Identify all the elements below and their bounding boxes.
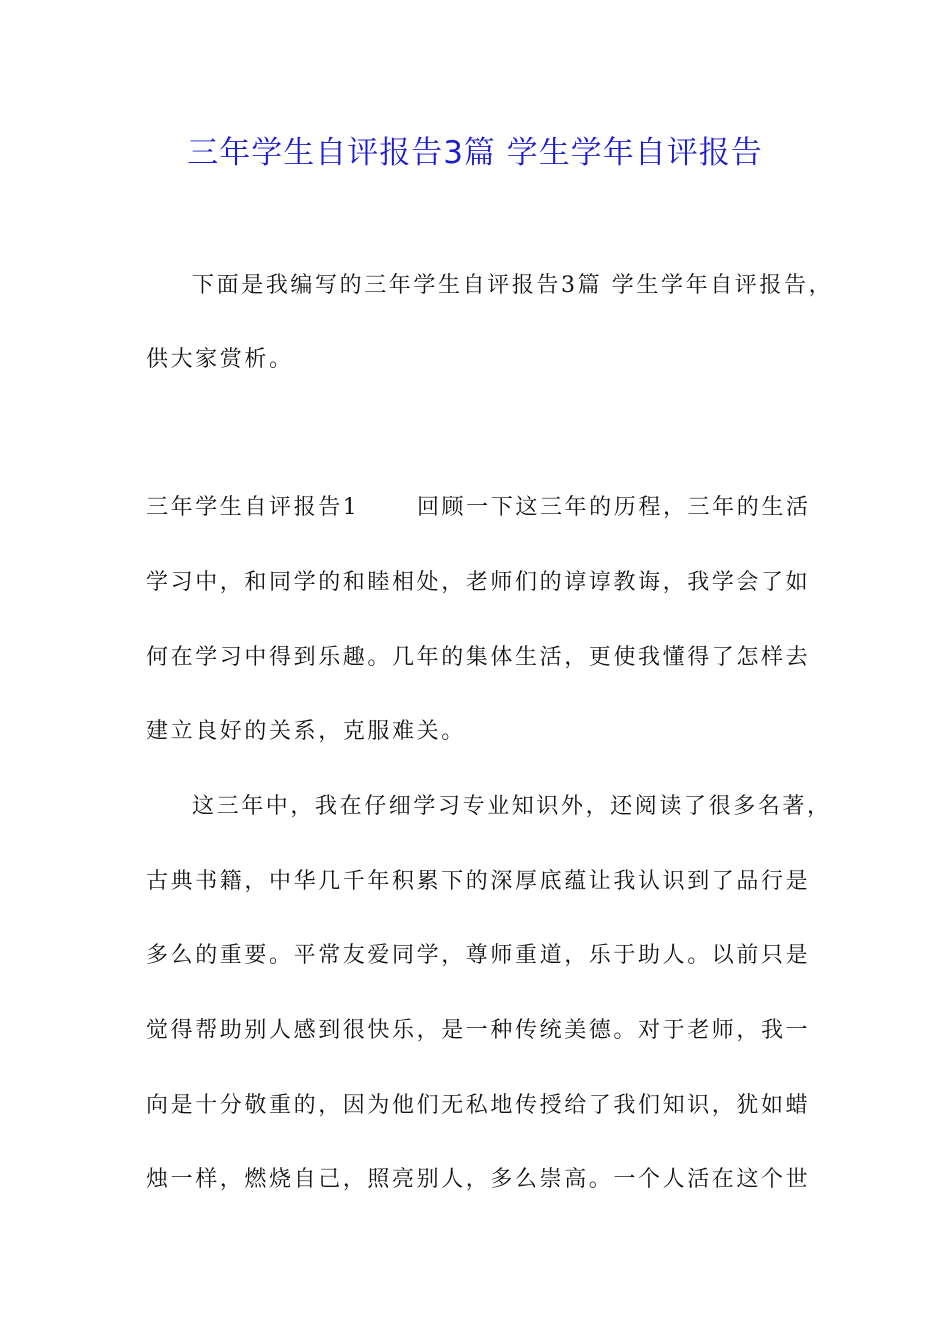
paragraph-line: 觉得帮助别人感到很快乐，是一种传统美德。对于老师，我一 (146, 1018, 811, 1043)
paragraph-line: 这三年中，我在仔细学习专业知识外，还阅读了很多名著， (192, 794, 832, 819)
paragraph-line: 烛一样，燃烧自己，照亮别人，多么崇高。一个人活在这个世 (146, 1167, 811, 1192)
paragraph-line: 建立良好的关系，克服难关。 (146, 719, 466, 744)
paragraph-line: 三年学生自评报告1 回顾一下这三年的历程，三年的生活 (146, 495, 811, 520)
paragraph-line: 多么的重要。平常友爱同学，尊师重道，乐于助人。以前只是 (146, 943, 811, 968)
paragraph-line: 学习中，和同学的和睦相处，老师们的谆谆教诲，我学会了如 (146, 570, 811, 595)
intro-line: 下面是我编写的三年学生自评报告3篇 学生学年自评报告， (192, 273, 834, 298)
paragraph-line: 向是十分敬重的，因为他们无私地传授给了我们知识，犹如蜡 (146, 1093, 811, 1118)
paragraph-line: 古典书籍，中华几千年积累下的深厚底蕴让我认识到了品行是 (146, 869, 811, 894)
intro-line: 供大家赏析。 (146, 347, 294, 372)
document-title: 三年学生自评报告3篇 学生学年自评报告 (187, 135, 763, 171)
paragraph-line: 何在学习中得到乐趣。几年的集体生活，更使我懂得了怎样去 (146, 645, 811, 670)
